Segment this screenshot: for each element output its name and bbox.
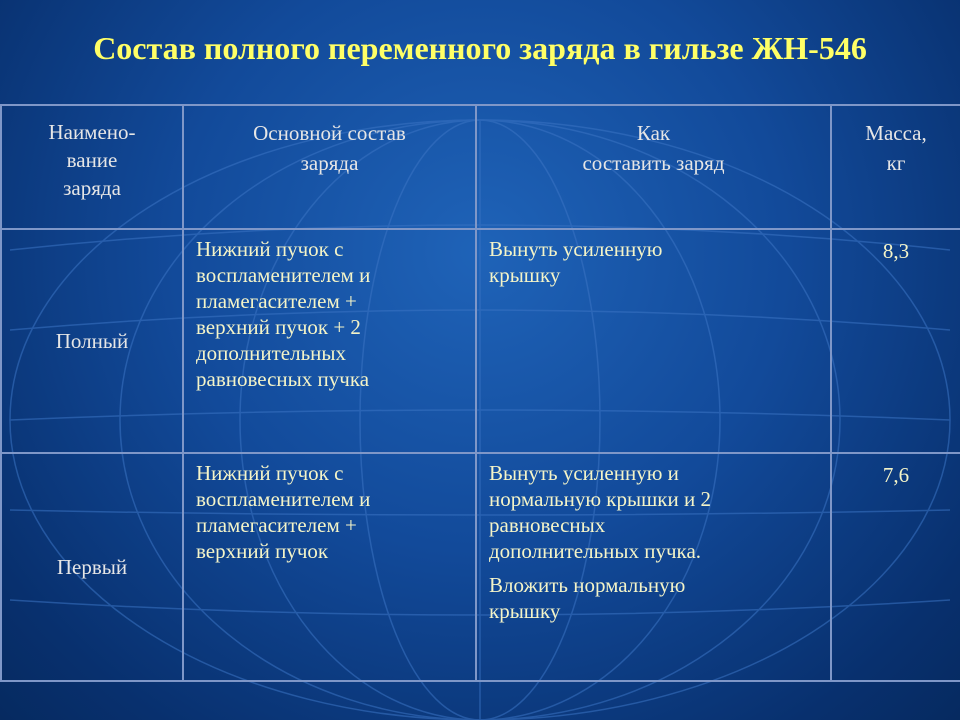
- header-how-line: составить заряд: [582, 151, 725, 175]
- how-line: Вынуть усиленную: [489, 237, 663, 261]
- header-name-line: Наимено-: [48, 120, 136, 144]
- composition-line: Нижний пучок с: [196, 237, 344, 261]
- header-composition-line: заряда: [300, 151, 359, 175]
- header-composition: [183, 105, 476, 229]
- row-mass: [831, 229, 960, 453]
- how-line: нормальную крышки и 2: [489, 487, 711, 511]
- row-how: [476, 453, 831, 681]
- header-how-line: Как: [636, 121, 671, 145]
- composition-line: пламегасителем +: [196, 289, 357, 313]
- row-composition: [183, 229, 476, 453]
- header-how: [476, 105, 831, 229]
- mass-value: 8,3: [882, 239, 910, 263]
- composition-line: воспламенителем и: [196, 263, 371, 287]
- row-name: Первый: [1, 453, 183, 681]
- how-extra-line: крышку: [489, 599, 561, 623]
- table-row: [1, 229, 960, 453]
- composition-line: пламегасителем +: [196, 513, 357, 537]
- row-composition: [183, 453, 476, 681]
- slide-title: Состав полного переменного заряда в гильзе ЖН-546: [93, 30, 867, 66]
- how-line: крышку: [489, 263, 561, 287]
- how-line: равновесных: [489, 513, 606, 537]
- table-header-row: [1, 105, 960, 229]
- how-extra-paragraph: [489, 572, 820, 624]
- how-extra-line: Вложить нормальную: [489, 573, 686, 597]
- row-how: [476, 229, 831, 453]
- composition-line: равновесных пучка: [196, 367, 370, 391]
- row-name: Полный: [1, 229, 183, 453]
- composition-line: верхний пучок: [196, 539, 329, 563]
- composition-line: воспламенителем и: [196, 487, 371, 511]
- composition-line: верхний пучок + 2: [196, 315, 361, 339]
- mass-value: 7,6: [882, 463, 910, 487]
- composition-line: Нижний пучок с: [196, 461, 344, 485]
- header-mass-line: кг: [886, 151, 906, 175]
- charge-table: [0, 104, 960, 682]
- header-name: [1, 105, 183, 229]
- how-line: дополнительных пучка.: [489, 539, 702, 563]
- header-name-line: вание: [66, 148, 118, 172]
- row-mass: [831, 453, 960, 681]
- header-mass: [831, 105, 960, 229]
- header-name-line: заряда: [63, 176, 121, 200]
- header-mass-line: Масса,: [865, 121, 927, 145]
- composition-line: дополнительных: [196, 341, 347, 365]
- table-row: [1, 453, 960, 681]
- header-composition-line: Основной состав: [253, 121, 406, 145]
- how-line: Вынуть усиленную и: [489, 461, 679, 485]
